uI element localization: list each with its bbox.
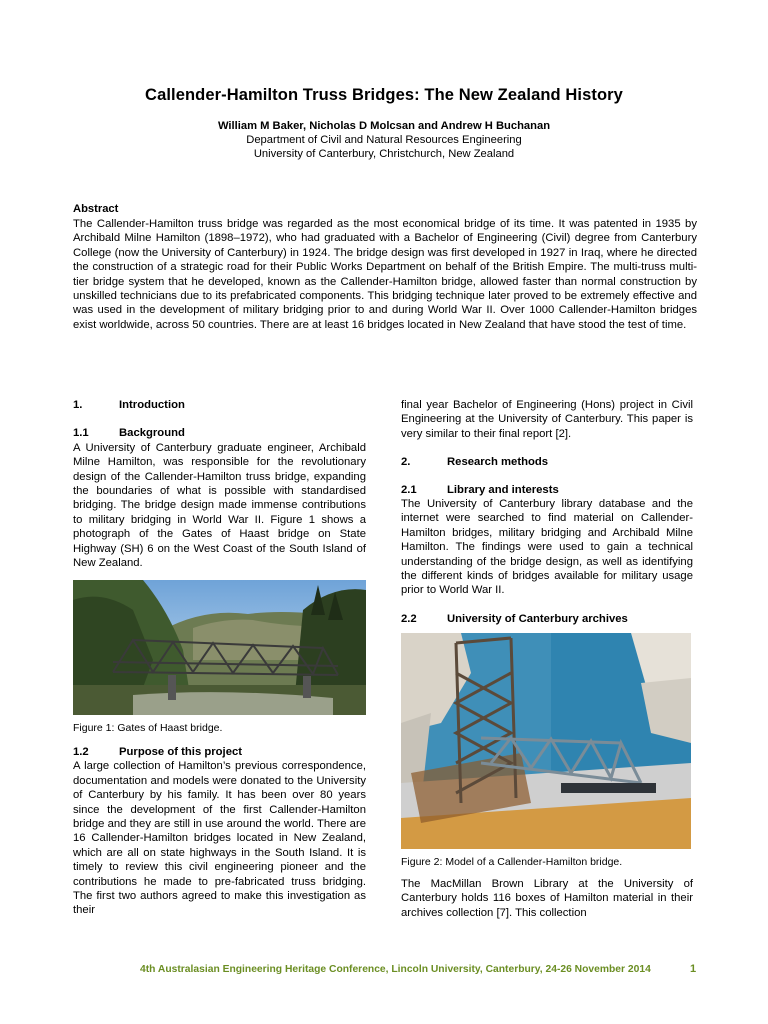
right-column <box>401 398 693 920</box>
paper-title: Callender-Hamilton Truss Bridges: The New Zealand History <box>145 86 623 104</box>
section-title: University of Canterbury archives <box>447 612 628 625</box>
left-column <box>73 398 366 918</box>
section-title: Background <box>119 427 185 440</box>
section-heading-library <box>401 483 693 497</box>
section-number: 1.1 <box>73 427 89 440</box>
page-number: 1 <box>690 963 697 975</box>
section-title: Library and interests <box>447 483 559 496</box>
affiliation-university: University of Canterbury, Christchurch, New Zealand <box>253 148 515 160</box>
figure-2-caption: Figure 2: Model of a Callender-Hamilton bridge. <box>401 856 623 869</box>
archives-paragraph: The MacMillan Brown Library at the University of Canterbury holds 116 boxes of Hamilton material in their archives collection [7]. This collection <box>401 877 693 919</box>
section-title: Research methods <box>447 456 549 469</box>
section-number: 2.2 <box>401 612 417 625</box>
conference-footer: 4th Australasian Engineering Heritage Conference, Lincoln University, Canterbury, 24-26 November 2014 <box>140 964 651 975</box>
section-heading-introduction <box>73 398 366 412</box>
section-number: 1. <box>73 399 83 411</box>
purpose-paragraph: A large collection of Hamilton’s previous correspondence, documentation and models were donated to the University of Canterbury by his family. It has been over 80 years since the development of the first Callender-Hamilton bridge and they are still in use around the world. There are 16 Callender-Hamilton bridges located in New Zealand, which are all on state highways in the South Island. It is timely to review this civil engineering pioneer and the contributions he made to pre-fabricated truss bridging. The first two authors agreed to make this investigation as their <box>73 760 366 917</box>
figure-1-photo <box>73 580 366 715</box>
purpose-paragraph-continued: final year Bachelor of Engineering (Hons) project in Civil Engineering at the University of Canterbury. This paper is very similar to their final report [2]. <box>401 399 693 440</box>
abstract-body: The Callender-Hamilton truss bridge was regarded as the most economical bridge of its time. It was patented in 1935 by Archibald Milne Hamilton (1898–1972), who had graduated with a Bachelor of Engineering (Civil) degree from Canterbury College (now the University of Canterbury) in 1924. The bridge design was first developed in 1927 in Iraq, where he directed the construction of a strategic road for their Public Works Department on behalf of the British Empire. The multi-truss multi-tier bridge system that he developed, known as the Callender-Hamilton bridge, allowed faster than normal construction by unskilled technicians due to its prefabricated components. This bridging technique later proved to be extremely effective and was used in the development of military bridging prior to and during World War II. Over 1000 Callender-Hamilton bridges exist worldwide, across 50 countries. There are at least 16 bridges located in New Zealand that have stood the test of time. <box>73 218 697 331</box>
affiliation-department: Department of Civil and Natural Resources Engineering <box>246 134 522 146</box>
figure-2-photo <box>401 633 691 849</box>
section-heading-background <box>73 426 366 440</box>
section-number: 2. <box>401 456 411 469</box>
section-heading-research-methods <box>401 455 693 469</box>
gates-of-haast-bridge-image <box>73 580 366 715</box>
section-heading-archives <box>401 612 693 626</box>
background-paragraph: A University of Canterbury graduate engineer, Archibald Milne Hamilton, was responsible for the revolutionary design of the Callender-Hamilton truss bridge, expanding the boundaries of what is possible with standardised bridging. The bridge design made immense contributions to military bridging in World War II. Figure 1 shows a photograph of the Gates of Haast bridge on State Highway (SH) 6 on the West Coast of the South Island of New Zealand. <box>73 441 366 570</box>
section-number: 2.1 <box>401 483 417 496</box>
figure-1-caption: Figure 1: Gates of Haast bridge. <box>73 722 223 735</box>
section-title: Purpose of this project <box>119 745 243 758</box>
section-heading-purpose <box>73 745 366 759</box>
bridge-model-image <box>401 633 691 849</box>
section-title: Introduction <box>119 399 185 411</box>
abstract-heading: Abstract <box>73 203 119 215</box>
section-number: 1.2 <box>73 745 89 758</box>
author-list: William M Baker, Nicholas D Molcsan and Andrew H Buchanan <box>217 120 551 132</box>
library-paragraph: The University of Canterbury library database and the internet were searched to find material on Callender-Hamilton bridges, military bridging and Archibald Milne Hamilton. The findings were used to gain a technical understanding of the bridge design, as well as identifying the different kinds of bridges available for military usage prior to World War II. <box>401 498 693 597</box>
